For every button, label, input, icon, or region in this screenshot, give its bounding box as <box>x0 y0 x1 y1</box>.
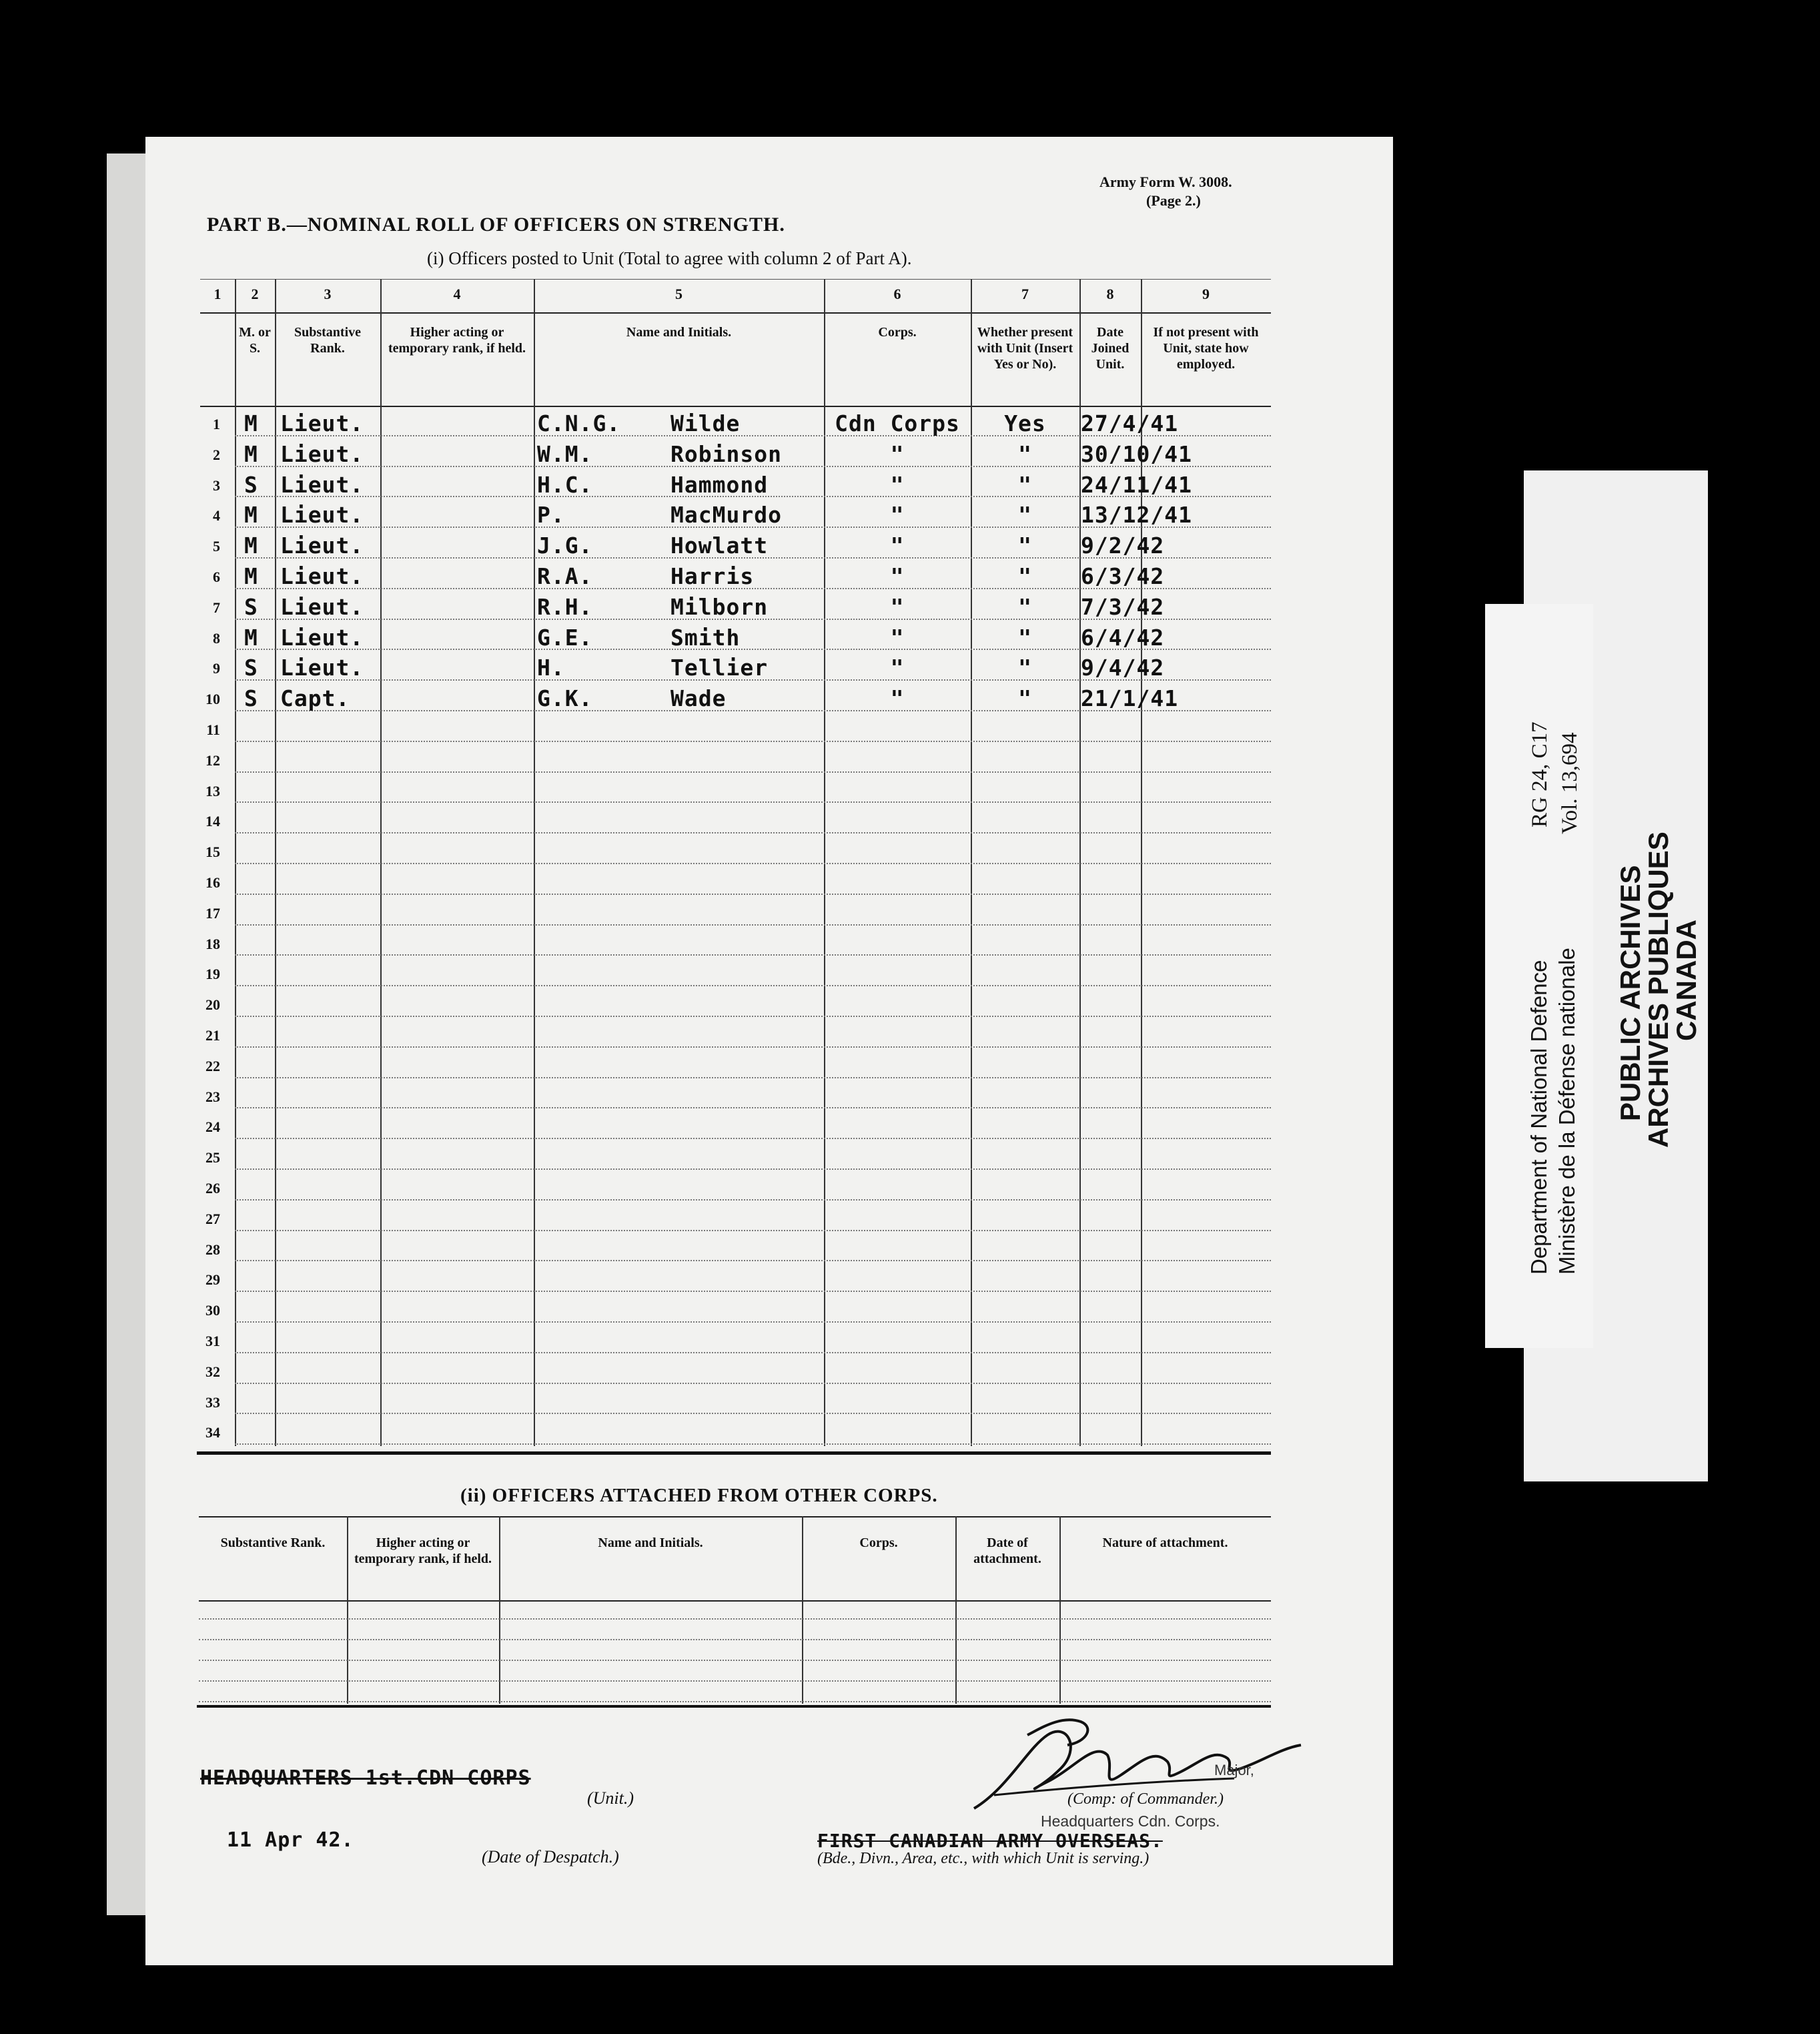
attached-header-nature: Nature of attachment. <box>1102 1536 1228 1550</box>
column-header-higher-rank: Higher acting or temporary rank, if held. <box>388 325 526 356</box>
officer-date-joined: 7/3/42 <box>1081 593 1165 620</box>
column-header-substantive-rank: Substantive Rank. <box>294 325 362 356</box>
officer-rank: Lieut. <box>280 563 364 589</box>
row-number: 7 <box>213 599 220 616</box>
despatch-date-label: (Date of Despatch.) <box>482 1847 619 1867</box>
row-number: 34 <box>205 1424 220 1441</box>
row-line <box>199 1618 1271 1620</box>
column-number: 9 <box>1202 286 1210 302</box>
row-number: 27 <box>205 1210 220 1227</box>
row-number: 33 <box>205 1393 220 1411</box>
officer-rank: Lieut. <box>280 410 364 436</box>
row-line <box>235 1352 1271 1353</box>
officer-present: " <box>1018 440 1032 467</box>
column-header-name: Name and Initials. <box>626 325 732 340</box>
officer-surname: Smith <box>670 624 741 651</box>
row-line <box>235 1016 1271 1017</box>
row-number: 23 <box>205 1088 220 1105</box>
row-number: 16 <box>205 874 220 891</box>
officer-present: Yes <box>1004 410 1046 436</box>
officer-initials: R.H. <box>537 593 593 620</box>
row-line <box>235 985 1271 986</box>
row-number: 9 <box>213 660 220 677</box>
officer-ms: S <box>244 471 258 498</box>
officer-corps: " <box>890 685 905 712</box>
row-line <box>235 1138 1271 1139</box>
column-number: 7 <box>1021 286 1029 302</box>
column-header-whether-present: Whether present with Unit (Insert Yes or No). <box>977 325 1073 372</box>
officer-corps: " <box>890 440 905 467</box>
archives-fr: ARCHIVES PUBLIQUES <box>1643 831 1674 1148</box>
officer-corps: " <box>890 563 905 589</box>
officer-date-joined: 9/4/42 <box>1081 655 1165 681</box>
row-number: 10 <box>205 691 220 708</box>
row-line <box>199 1639 1271 1640</box>
rank-stamp: Major, <box>1214 1762 1254 1778</box>
row-line <box>235 1413 1271 1414</box>
officer-surname: Hammond <box>670 471 769 498</box>
commander-label: (Comp: of Commander.) <box>1067 1790 1224 1808</box>
row-line <box>235 1046 1271 1048</box>
row-number: 31 <box>205 1333 220 1349</box>
column-divider <box>802 1516 803 1704</box>
row-number: 2 <box>213 446 220 463</box>
officer-date-joined: 30/10/41 <box>1081 440 1192 467</box>
row-number: 1 <box>213 416 220 432</box>
unit-value: HEADQUARTERS 1st.CDN CORPS <box>200 1766 531 1790</box>
column-number: 1 <box>213 286 221 302</box>
rule <box>199 1600 1271 1602</box>
rule <box>200 312 1271 314</box>
officer-ms: M <box>244 533 258 559</box>
column-divider <box>347 1516 348 1704</box>
officer-initials: G.E. <box>537 624 593 651</box>
column-header-if-not-present: If not present with Unit, state how employed. <box>1153 325 1259 372</box>
row-number: 13 <box>205 782 220 799</box>
table-bottom-rule <box>197 1451 1271 1455</box>
row-line <box>235 1199 1271 1201</box>
attached-header-name: Name and Initials. <box>598 1536 703 1550</box>
page-number: (Page 2.) <box>1146 192 1201 209</box>
section-1-title: (i) Officers posted to Unit (Total to agree with column 2 of Part A). <box>427 248 912 268</box>
officer-initials: C.N.G. <box>537 410 621 436</box>
row-line <box>235 863 1271 864</box>
row-number: 11 <box>206 721 220 738</box>
form-number: Army Form W. 3008. <box>1099 174 1232 190</box>
officer-rank: Lieut. <box>280 624 364 651</box>
column-divider <box>955 1516 957 1704</box>
officer-corps: Cdn Corps <box>835 410 960 436</box>
officer-date-joined: 27/4/41 <box>1081 410 1179 436</box>
column-number: 8 <box>1106 286 1114 302</box>
column-divider <box>499 1516 500 1704</box>
formation-value: FIRST CANADIAN ARMY OVERSEAS. <box>817 1830 1163 1852</box>
officer-initials: H.C. <box>537 471 593 498</box>
formation-label: (Bde., Divn., Area, etc., with which Unit is serving.) <box>817 1850 1150 1867</box>
officer-date-joined: 24/11/41 <box>1081 471 1192 498</box>
officer-rank: Lieut. <box>280 533 364 559</box>
row-number: 5 <box>213 538 220 555</box>
despatch-date-value: 11 Apr 42. <box>227 1828 354 1852</box>
rule <box>200 279 1271 280</box>
officer-surname: Harris <box>670 563 755 589</box>
officer-ms: M <box>244 502 258 529</box>
officer-corps: " <box>890 593 905 620</box>
column-divider <box>1059 1516 1061 1704</box>
officer-ms: M <box>244 410 258 436</box>
officer-rank: Lieut. <box>280 471 364 498</box>
row-number: 15 <box>205 843 220 861</box>
officer-present: " <box>1018 533 1032 559</box>
officer-present: " <box>1018 593 1032 620</box>
officer-surname: Milborn <box>670 593 769 620</box>
archives-country: CANADA <box>1671 920 1702 1041</box>
row-line <box>235 1260 1271 1261</box>
row-number: 12 <box>205 751 220 769</box>
row-number: 19 <box>205 966 220 983</box>
officer-date-joined: 21/1/41 <box>1081 685 1179 712</box>
archive-reference-1: RG 24, C17 <box>1528 721 1552 827</box>
officer-present: " <box>1018 471 1032 498</box>
officer-initials: R.A. <box>537 563 593 589</box>
row-line <box>235 741 1271 742</box>
officer-surname: Wilde <box>670 410 741 436</box>
form-title: PART B.—NOMINAL ROLL OF OFFICERS ON STRENGTH. <box>207 214 785 236</box>
row-line <box>199 1680 1271 1682</box>
officer-present: " <box>1018 563 1032 589</box>
row-number: 8 <box>213 629 220 647</box>
officer-corps: " <box>890 533 905 559</box>
officer-surname: MacMurdo <box>670 502 782 529</box>
archives-en: PUBLIC ARCHIVES <box>1615 865 1646 1121</box>
table-bottom-rule <box>197 1705 1271 1708</box>
officer-surname: Tellier <box>670 655 769 681</box>
unit-label: (Unit.) <box>587 1788 634 1808</box>
department-fr: Ministère de la Défense nationale <box>1554 948 1579 1275</box>
officer-rank: Lieut. <box>280 593 364 620</box>
row-line <box>199 1660 1271 1661</box>
row-line <box>235 1291 1271 1292</box>
officer-corps: " <box>890 502 905 529</box>
officer-initials: H. <box>537 655 565 681</box>
department-en: Department of National Defence <box>1526 960 1551 1275</box>
officer-ms: S <box>244 593 258 620</box>
row-line <box>235 1077 1271 1078</box>
attached-header-date-attached: Date of attachment. <box>973 1536 1041 1566</box>
row-number: 4 <box>213 507 220 525</box>
officer-rank: Lieut. <box>280 502 364 529</box>
row-number: 14 <box>205 813 220 830</box>
row-line <box>199 1701 1271 1702</box>
officer-rank: Capt. <box>280 685 350 712</box>
row-number: 28 <box>205 1241 220 1258</box>
column-number: 5 <box>675 286 682 302</box>
attached-header-higher-rank: Higher acting or temporary rank, if held. <box>354 1536 492 1566</box>
attached-header-corps: Corps. <box>859 1536 898 1550</box>
row-number: 21 <box>205 1027 220 1044</box>
row-line <box>235 1321 1271 1323</box>
row-line <box>235 954 1271 956</box>
officer-rank: Lieut. <box>280 440 364 467</box>
officer-present: " <box>1018 624 1032 651</box>
officer-present: " <box>1018 655 1032 681</box>
officer-ms: S <box>244 685 258 712</box>
column-number: 3 <box>324 286 332 302</box>
commander-signature <box>967 1708 1314 1828</box>
row-line <box>235 801 1271 803</box>
row-number: 24 <box>205 1118 220 1136</box>
rule <box>199 1516 1271 1517</box>
row-number: 20 <box>205 996 220 1014</box>
row-line <box>235 832 1271 833</box>
row-number: 32 <box>205 1363 220 1380</box>
row-number: 17 <box>205 904 220 922</box>
officer-initials: W.M. <box>537 440 593 467</box>
officer-corps: " <box>890 471 905 498</box>
officer-date-joined: 9/2/42 <box>1081 533 1165 559</box>
column-header-m-or-s: M. or S. <box>239 325 271 356</box>
row-line <box>235 1230 1271 1231</box>
officer-initials: P. <box>537 502 565 529</box>
row-number: 6 <box>213 569 220 585</box>
column-number: 4 <box>453 286 461 302</box>
row-line <box>235 924 1271 926</box>
officer-initials: J.G. <box>537 533 593 559</box>
rule <box>200 406 1271 407</box>
row-line <box>235 771 1271 773</box>
officer-ms: S <box>244 655 258 681</box>
officer-ms: M <box>244 563 258 589</box>
officer-present: " <box>1018 685 1032 712</box>
row-line <box>235 1168 1271 1170</box>
column-number: 2 <box>251 286 259 302</box>
row-number: 18 <box>205 935 220 952</box>
section-2-title: (ii) OFFICERS ATTACHED FROM OTHER CORPS. <box>460 1485 938 1506</box>
officer-date-joined: 6/4/42 <box>1081 624 1165 651</box>
officer-surname: Howlatt <box>670 533 769 559</box>
hq-stamp: Headquarters Cdn. Corps. <box>1041 1812 1220 1830</box>
row-number: 22 <box>205 1057 220 1074</box>
row-number: 25 <box>205 1149 220 1166</box>
officer-corps: " <box>890 655 905 681</box>
row-number: 3 <box>213 476 220 494</box>
row-number: 30 <box>205 1302 220 1319</box>
row-number: 29 <box>205 1271 220 1289</box>
officer-date-joined: 6/3/42 <box>1081 563 1165 589</box>
archive-reference-2: Vol. 13,694 <box>1558 732 1582 834</box>
attached-header-substantive-rank: Substantive Rank. <box>220 1536 326 1550</box>
officer-surname: Robinson <box>670 440 782 467</box>
row-line <box>235 1443 1271 1445</box>
row-line <box>235 1107 1271 1108</box>
officer-surname: Wade <box>670 685 727 712</box>
row-number: 26 <box>205 1180 220 1197</box>
row-line <box>235 894 1271 895</box>
officer-date-joined: 13/12/41 <box>1081 502 1192 529</box>
officer-corps: " <box>890 624 905 651</box>
row-line <box>235 1383 1271 1384</box>
officer-ms: M <box>244 624 258 651</box>
officer-present: " <box>1018 502 1032 529</box>
column-header-corps: Corps. <box>878 325 917 340</box>
column-number: 6 <box>893 286 901 302</box>
officer-initials: G.K. <box>537 685 593 712</box>
officer-rank: Lieut. <box>280 655 364 681</box>
column-header-date-joined: Date Joined Unit. <box>1091 325 1129 372</box>
officer-ms: M <box>244 440 258 467</box>
